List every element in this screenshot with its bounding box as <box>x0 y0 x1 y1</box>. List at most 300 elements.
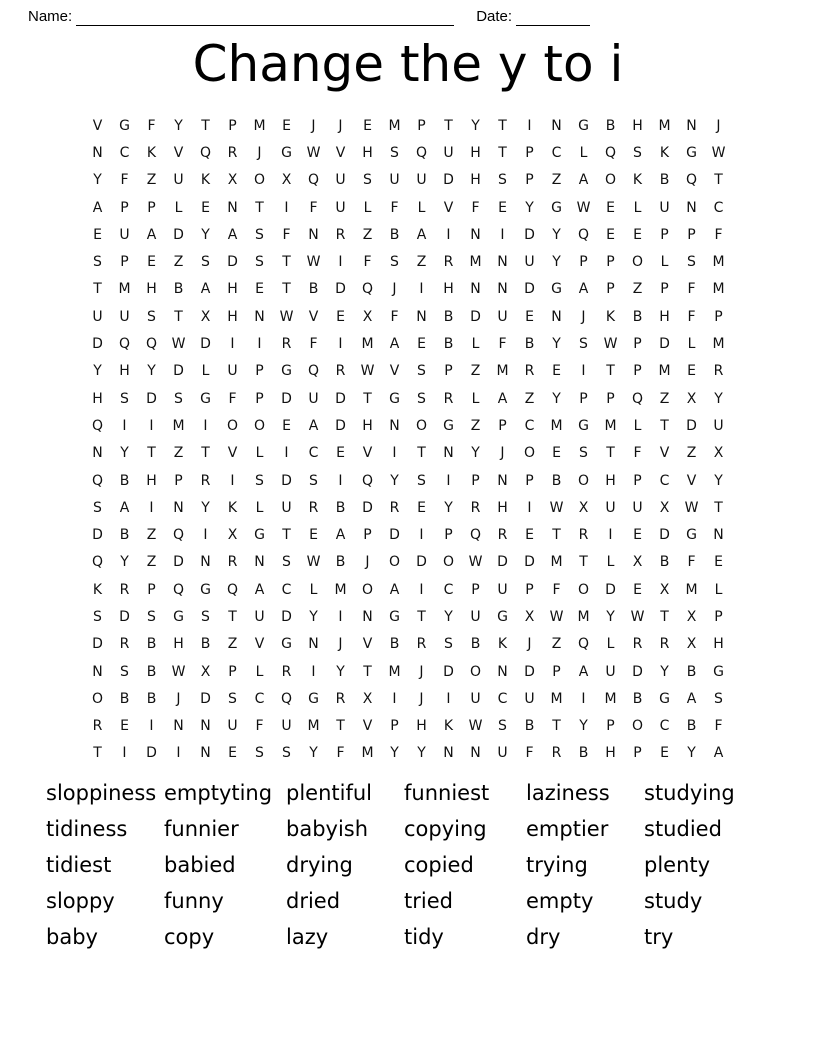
grid-cell[interactable]: N <box>686 117 697 134</box>
grid-cell[interactable]: O <box>253 172 266 189</box>
grid-cell[interactable]: M <box>685 581 698 598</box>
word-list-item[interactable]: copied <box>404 853 474 877</box>
grid-cell[interactable]: R <box>281 663 292 680</box>
grid-cell[interactable]: J <box>527 636 532 653</box>
grid-cell[interactable]: W <box>549 608 564 625</box>
grid-cell[interactable]: U <box>497 308 508 325</box>
grid-cell[interactable]: U <box>470 690 481 707</box>
grid-cell[interactable]: E <box>120 718 129 735</box>
grid-cell[interactable]: Z <box>470 363 481 380</box>
grid-cell[interactable]: P <box>255 390 264 407</box>
grid-cell[interactable]: W <box>603 336 618 353</box>
grid-cell[interactable]: N <box>362 608 373 625</box>
grid-cell[interactable]: E <box>417 336 426 353</box>
grid-cell[interactable]: S <box>633 144 642 161</box>
grid-cell[interactable]: G <box>389 608 400 625</box>
grid-cell[interactable]: Z <box>524 390 535 407</box>
grid-cell[interactable]: D <box>524 554 535 571</box>
grid-cell[interactable]: L <box>606 554 615 571</box>
grid-cell[interactable]: W <box>468 554 483 571</box>
grid-cell[interactable]: S <box>93 499 102 516</box>
grid-cell[interactable]: D <box>497 554 508 571</box>
grid-cell[interactable]: L <box>714 581 723 598</box>
grid-cell[interactable]: G <box>686 527 697 544</box>
grid-cell[interactable]: R <box>200 472 211 489</box>
grid-cell[interactable]: U <box>389 172 400 189</box>
grid-cell[interactable]: G <box>254 527 265 544</box>
grid-cell[interactable]: B <box>605 117 616 134</box>
grid-cell[interactable]: J <box>365 554 370 571</box>
grid-cell[interactable]: L <box>255 445 264 462</box>
grid-cell[interactable]: W <box>684 499 699 516</box>
grid-cell[interactable]: J <box>257 144 262 161</box>
grid-cell[interactable]: P <box>120 254 129 271</box>
grid-cell[interactable]: A <box>146 226 157 243</box>
grid-cell[interactable]: M <box>712 254 725 271</box>
grid-cell[interactable]: Q <box>226 581 239 598</box>
grid-cell[interactable]: A <box>578 172 589 189</box>
grid-cell[interactable]: D <box>335 417 346 434</box>
grid-cell[interactable]: T <box>363 663 372 680</box>
grid-cell[interactable]: O <box>469 663 482 680</box>
grid-cell[interactable]: S <box>255 472 264 489</box>
grid-cell[interactable]: S <box>282 554 291 571</box>
grid-cell[interactable]: D <box>686 417 697 434</box>
grid-cell[interactable]: S <box>255 254 264 271</box>
grid-cell[interactable]: P <box>633 472 642 489</box>
grid-cell[interactable]: G <box>119 117 130 134</box>
grid-cell[interactable]: Y <box>714 390 723 407</box>
word-list-item[interactable]: sloppiness <box>46 781 157 805</box>
grid-cell[interactable]: J <box>338 636 343 653</box>
grid-cell[interactable]: I <box>149 499 154 516</box>
grid-cell[interactable]: Z <box>146 172 157 189</box>
grid-cell[interactable]: I <box>230 336 235 353</box>
grid-cell[interactable]: Z <box>551 172 562 189</box>
grid-cell[interactable]: X <box>659 581 670 598</box>
grid-cell[interactable]: R <box>227 144 238 161</box>
word-list-item[interactable]: plentiful <box>286 781 372 805</box>
grid-cell[interactable]: O <box>442 554 455 571</box>
grid-cell[interactable]: J <box>419 663 424 680</box>
grid-cell[interactable]: M <box>658 363 671 380</box>
grid-cell[interactable]: E <box>309 527 318 544</box>
grid-cell[interactable]: R <box>632 636 643 653</box>
grid-cell[interactable]: M <box>334 581 347 598</box>
grid-cell[interactable]: N <box>497 663 508 680</box>
grid-cell[interactable]: M <box>253 117 266 134</box>
grid-cell[interactable]: S <box>255 745 264 762</box>
grid-cell[interactable]: M <box>712 336 725 353</box>
grid-cell[interactable]: B <box>632 308 643 325</box>
grid-cell[interactable]: O <box>523 445 536 462</box>
grid-cell[interactable]: A <box>119 499 130 516</box>
grid-cell[interactable]: I <box>311 663 316 680</box>
grid-cell[interactable]: S <box>120 390 129 407</box>
grid-cell[interactable]: I <box>446 226 451 243</box>
grid-cell[interactable]: B <box>686 663 697 680</box>
grid-cell[interactable]: E <box>282 417 291 434</box>
grid-cell[interactable]: Q <box>91 554 104 571</box>
grid-cell[interactable]: K <box>227 499 238 516</box>
grid-cell[interactable]: A <box>200 281 211 298</box>
grid-cell[interactable]: F <box>633 445 642 462</box>
grid-cell[interactable]: T <box>147 445 156 462</box>
grid-cell[interactable]: U <box>524 690 535 707</box>
word-list-item[interactable]: tried <box>404 889 453 913</box>
word-list-item[interactable]: copying <box>404 817 487 841</box>
word-list-item[interactable]: tidiness <box>46 817 128 841</box>
grid-cell[interactable]: N <box>497 472 508 489</box>
grid-cell[interactable]: G <box>497 608 508 625</box>
date-blank-line[interactable] <box>516 11 590 26</box>
grid-cell[interactable]: I <box>122 417 127 434</box>
grid-cell[interactable]: N <box>389 417 400 434</box>
grid-cell[interactable]: Y <box>444 499 453 516</box>
grid-cell[interactable]: T <box>714 499 723 516</box>
grid-cell[interactable]: F <box>687 554 696 571</box>
grid-cell[interactable]: M <box>469 254 482 271</box>
grid-cell[interactable]: I <box>122 745 127 762</box>
grid-cell[interactable]: K <box>92 581 103 598</box>
grid-cell[interactable]: S <box>444 636 453 653</box>
grid-cell[interactable]: F <box>714 226 723 243</box>
grid-cell[interactable]: B <box>389 226 400 243</box>
grid-cell[interactable]: F <box>498 336 507 353</box>
grid-cell[interactable]: I <box>446 690 451 707</box>
grid-cell[interactable]: W <box>630 608 645 625</box>
word-list-item[interactable]: funny <box>164 889 224 913</box>
grid-cell[interactable]: F <box>147 117 156 134</box>
grid-cell[interactable]: E <box>255 281 264 298</box>
grid-cell[interactable]: D <box>173 363 184 380</box>
grid-cell[interactable]: O <box>577 472 590 489</box>
grid-cell[interactable]: D <box>362 499 373 516</box>
grid-cell[interactable]: J <box>176 690 181 707</box>
grid-cell[interactable]: I <box>419 281 424 298</box>
grid-cell[interactable]: Z <box>416 254 427 271</box>
word-list-item[interactable]: sloppy <box>46 889 115 913</box>
grid-cell[interactable]: M <box>550 690 563 707</box>
grid-cell[interactable]: D <box>524 663 535 680</box>
grid-cell[interactable]: Y <box>471 445 480 462</box>
word-list-item[interactable]: tidy <box>404 925 444 949</box>
grid-cell[interactable]: R <box>578 527 589 544</box>
grid-cell[interactable]: V <box>227 445 238 462</box>
grid-cell[interactable]: D <box>389 527 400 544</box>
grid-cell[interactable]: J <box>338 117 343 134</box>
grid-cell[interactable]: D <box>335 281 346 298</box>
grid-cell[interactable]: Y <box>687 745 696 762</box>
grid-cell[interactable]: C <box>119 144 130 161</box>
grid-cell[interactable]: A <box>578 281 589 298</box>
grid-cell[interactable]: M <box>172 417 185 434</box>
grid-cell[interactable]: H <box>713 636 724 653</box>
grid-cell[interactable]: T <box>93 281 102 298</box>
grid-cell[interactable]: A <box>389 336 400 353</box>
grid-cell[interactable]: F <box>282 226 291 243</box>
grid-cell[interactable]: E <box>552 363 561 380</box>
grid-cell[interactable]: H <box>443 281 454 298</box>
grid-cell[interactable]: T <box>363 390 372 407</box>
word-list-item[interactable]: baby <box>46 925 98 949</box>
grid-cell[interactable]: E <box>417 499 426 516</box>
grid-cell[interactable]: A <box>416 226 427 243</box>
grid-cell[interactable]: I <box>149 718 154 735</box>
grid-cell[interactable]: E <box>336 308 345 325</box>
grid-cell[interactable]: S <box>147 308 156 325</box>
grid-cell[interactable]: S <box>228 690 237 707</box>
word-list-item[interactable]: lazy <box>286 925 329 949</box>
grid-cell[interactable]: D <box>173 226 184 243</box>
grid-cell[interactable]: T <box>444 117 453 134</box>
grid-cell[interactable]: H <box>227 308 238 325</box>
grid-cell[interactable]: N <box>470 281 481 298</box>
grid-cell[interactable]: W <box>576 199 591 216</box>
grid-cell[interactable]: T <box>552 527 561 544</box>
grid-cell[interactable]: V <box>389 363 400 380</box>
grid-cell[interactable]: S <box>714 690 723 707</box>
grid-cell[interactable]: N <box>551 308 562 325</box>
grid-cell[interactable]: U <box>605 663 616 680</box>
grid-cell[interactable]: V <box>92 117 103 134</box>
grid-cell[interactable]: F <box>120 172 129 189</box>
grid-cell[interactable]: L <box>201 363 210 380</box>
name-blank-line[interactable] <box>76 11 454 26</box>
grid-cell[interactable]: G <box>281 636 292 653</box>
grid-cell[interactable]: P <box>525 581 534 598</box>
grid-cell[interactable]: M <box>361 336 374 353</box>
grid-cell[interactable]: D <box>470 308 481 325</box>
grid-cell[interactable]: O <box>631 254 644 271</box>
grid-cell[interactable]: H <box>659 308 670 325</box>
word-list-item[interactable]: laziness <box>526 781 610 805</box>
grid-cell[interactable]: U <box>173 172 184 189</box>
grid-cell[interactable]: B <box>659 554 670 571</box>
grid-cell[interactable]: S <box>309 472 318 489</box>
grid-cell[interactable]: D <box>146 745 157 762</box>
grid-cell[interactable]: E <box>525 308 534 325</box>
grid-cell[interactable]: Q <box>172 581 185 598</box>
grid-cell[interactable]: X <box>227 172 238 189</box>
grid-cell[interactable]: N <box>92 663 103 680</box>
grid-cell[interactable]: H <box>605 745 616 762</box>
grid-cell[interactable]: X <box>686 608 697 625</box>
grid-cell[interactable]: U <box>416 172 427 189</box>
grid-cell[interactable]: W <box>360 363 375 380</box>
grid-cell[interactable]: S <box>120 663 129 680</box>
grid-cell[interactable]: L <box>579 144 588 161</box>
grid-cell[interactable]: B <box>173 281 184 298</box>
grid-cell[interactable]: G <box>578 417 589 434</box>
grid-cell[interactable]: R <box>335 226 346 243</box>
grid-cell[interactable]: F <box>390 199 399 216</box>
grid-cell[interactable]: U <box>281 499 292 516</box>
grid-cell[interactable]: J <box>419 690 424 707</box>
grid-cell[interactable]: Y <box>525 199 534 216</box>
word-list-item[interactable]: dried <box>286 889 341 913</box>
grid-cell[interactable]: P <box>498 417 507 434</box>
grid-cell[interactable]: V <box>362 445 373 462</box>
grid-cell[interactable]: Y <box>201 226 210 243</box>
grid-cell[interactable]: O <box>361 581 374 598</box>
grid-cell[interactable]: E <box>147 254 156 271</box>
grid-cell[interactable]: N <box>713 527 724 544</box>
word-list-item[interactable]: study <box>644 889 703 913</box>
grid-cell[interactable]: B <box>119 472 130 489</box>
grid-cell[interactable]: P <box>687 226 696 243</box>
grid-cell[interactable]: E <box>606 226 615 243</box>
grid-cell[interactable]: N <box>254 308 265 325</box>
grid-cell[interactable]: R <box>281 336 292 353</box>
grid-cell[interactable]: Q <box>577 636 590 653</box>
grid-cell[interactable]: L <box>471 336 480 353</box>
grid-cell[interactable]: U <box>227 718 238 735</box>
grid-cell[interactable]: J <box>311 117 316 134</box>
grid-cell[interactable]: I <box>581 363 586 380</box>
grid-cell[interactable]: Z <box>173 254 184 271</box>
grid-cell[interactable]: M <box>550 554 563 571</box>
grid-cell[interactable]: E <box>633 226 642 243</box>
grid-cell[interactable]: Y <box>93 363 102 380</box>
grid-cell[interactable]: E <box>633 581 642 598</box>
grid-cell[interactable]: T <box>201 117 210 134</box>
grid-cell[interactable]: H <box>119 363 130 380</box>
grid-cell[interactable]: B <box>119 690 130 707</box>
grid-cell[interactable]: A <box>497 390 508 407</box>
grid-cell[interactable]: F <box>309 199 318 216</box>
grid-cell[interactable]: D <box>146 390 157 407</box>
grid-cell[interactable]: P <box>228 663 237 680</box>
grid-cell[interactable]: V <box>335 144 346 161</box>
grid-cell[interactable]: D <box>281 472 292 489</box>
grid-cell[interactable]: H <box>416 718 427 735</box>
grid-cell[interactable]: H <box>362 144 373 161</box>
grid-cell[interactable]: P <box>606 254 615 271</box>
grid-cell[interactable]: P <box>606 390 615 407</box>
grid-cell[interactable]: R <box>551 745 562 762</box>
grid-cell[interactable]: E <box>498 199 507 216</box>
grid-cell[interactable]: D <box>659 527 670 544</box>
grid-cell[interactable]: Z <box>686 445 697 462</box>
grid-cell[interactable]: E <box>228 745 237 762</box>
grid-cell[interactable]: P <box>228 117 237 134</box>
grid-cell[interactable]: E <box>201 199 210 216</box>
grid-cell[interactable]: Y <box>552 254 561 271</box>
grid-cell[interactable]: L <box>660 254 669 271</box>
grid-cell[interactable]: U <box>443 144 454 161</box>
grid-cell[interactable]: X <box>281 172 292 189</box>
grid-cell[interactable]: N <box>470 745 481 762</box>
grid-cell[interactable]: I <box>284 199 289 216</box>
grid-cell[interactable]: K <box>659 144 670 161</box>
grid-cell[interactable]: B <box>389 636 400 653</box>
grid-cell[interactable]: T <box>93 745 102 762</box>
grid-cell[interactable]: O <box>631 718 644 735</box>
grid-cell[interactable]: A <box>92 199 103 216</box>
grid-cell[interactable]: P <box>390 718 399 735</box>
grid-cell[interactable]: O <box>577 581 590 598</box>
grid-cell[interactable]: R <box>335 690 346 707</box>
grid-cell[interactable]: T <box>606 445 615 462</box>
grid-cell[interactable]: N <box>443 445 454 462</box>
grid-cell[interactable]: C <box>713 199 724 216</box>
grid-cell[interactable]: E <box>660 745 669 762</box>
grid-cell[interactable]: O <box>91 690 104 707</box>
grid-cell[interactable]: D <box>92 336 103 353</box>
grid-cell[interactable]: Q <box>415 144 428 161</box>
grid-cell[interactable]: B <box>146 690 157 707</box>
grid-cell[interactable]: D <box>173 554 184 571</box>
grid-cell[interactable]: G <box>686 144 697 161</box>
grid-cell[interactable]: N <box>416 308 427 325</box>
grid-cell[interactable]: N <box>254 554 265 571</box>
grid-cell[interactable]: M <box>118 281 131 298</box>
grid-cell[interactable]: Q <box>685 172 698 189</box>
grid-cell[interactable]: U <box>119 308 130 325</box>
grid-cell[interactable]: R <box>119 636 130 653</box>
grid-cell[interactable]: Q <box>199 144 212 161</box>
grid-cell[interactable]: P <box>255 363 264 380</box>
grid-cell[interactable]: B <box>119 527 130 544</box>
grid-cell[interactable]: E <box>525 527 534 544</box>
grid-cell[interactable]: P <box>444 527 453 544</box>
grid-cell[interactable]: Y <box>174 117 183 134</box>
grid-cell[interactable]: H <box>146 472 157 489</box>
grid-cell[interactable]: L <box>309 581 318 598</box>
grid-cell[interactable]: Y <box>714 472 723 489</box>
grid-cell[interactable]: Y <box>201 499 210 516</box>
grid-cell[interactable]: U <box>524 254 535 271</box>
grid-cell[interactable]: A <box>227 226 238 243</box>
grid-cell[interactable]: E <box>633 527 642 544</box>
grid-cell[interactable]: O <box>604 172 617 189</box>
grid-cell[interactable]: S <box>363 172 372 189</box>
grid-cell[interactable]: T <box>579 554 588 571</box>
grid-cell[interactable]: D <box>200 690 211 707</box>
grid-cell[interactable]: H <box>227 281 238 298</box>
grid-cell[interactable]: P <box>444 363 453 380</box>
grid-cell[interactable]: Y <box>336 663 345 680</box>
grid-cell[interactable]: U <box>308 390 319 407</box>
grid-cell[interactable]: U <box>254 608 265 625</box>
grid-cell[interactable]: Q <box>361 281 374 298</box>
grid-cell[interactable]: X <box>227 527 238 544</box>
grid-cell[interactable]: B <box>551 472 562 489</box>
grid-cell[interactable]: B <box>578 745 589 762</box>
grid-cell[interactable]: X <box>200 308 211 325</box>
grid-cell[interactable]: H <box>632 117 643 134</box>
grid-cell[interactable]: W <box>306 144 321 161</box>
grid-cell[interactable]: T <box>714 172 723 189</box>
grid-cell[interactable]: F <box>309 336 318 353</box>
grid-cell[interactable]: W <box>171 336 186 353</box>
grid-cell[interactable]: N <box>470 226 481 243</box>
grid-cell[interactable]: R <box>308 499 319 516</box>
grid-cell[interactable]: V <box>659 445 670 462</box>
grid-cell[interactable]: B <box>470 636 481 653</box>
grid-cell[interactable]: S <box>498 718 507 735</box>
grid-cell[interactable]: E <box>336 445 345 462</box>
grid-cell[interactable]: I <box>338 472 343 489</box>
grid-cell[interactable]: P <box>633 745 642 762</box>
grid-cell[interactable]: K <box>443 718 454 735</box>
grid-cell[interactable]: I <box>392 445 397 462</box>
grid-cell[interactable]: Y <box>606 608 615 625</box>
grid-cell[interactable]: C <box>659 472 670 489</box>
grid-cell[interactable]: Y <box>309 745 318 762</box>
word-list-item[interactable]: babyish <box>286 817 369 841</box>
